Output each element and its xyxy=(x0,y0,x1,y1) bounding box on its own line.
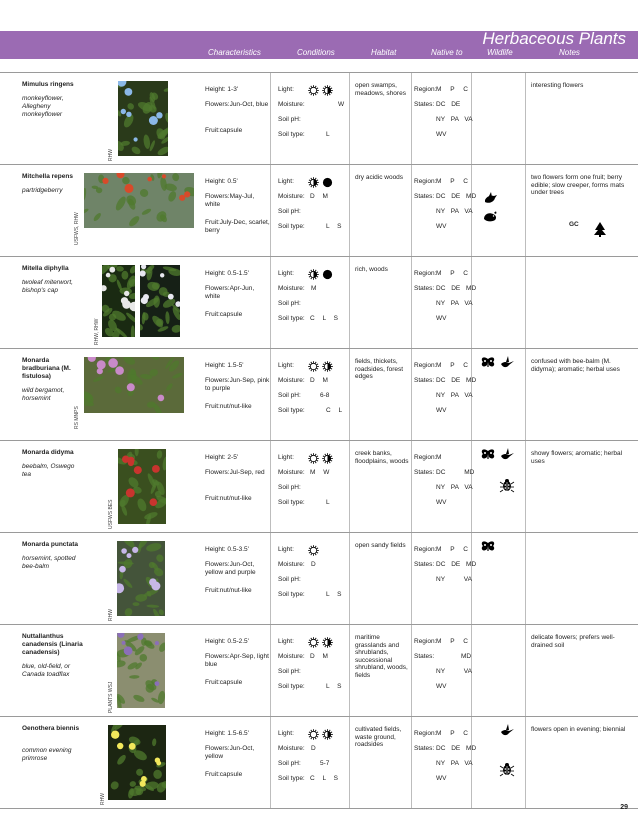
flowers-line xyxy=(205,377,270,393)
fruit-value: Fruit:nut/nut-like xyxy=(205,403,252,410)
col-conditions: Conditions xyxy=(297,48,335,57)
col-wildlife: Wildlife xyxy=(487,48,513,57)
height-line xyxy=(205,270,270,278)
region-value: M xyxy=(436,454,442,461)
plant-row xyxy=(0,716,638,809)
partial-sun-icon xyxy=(308,267,319,278)
region-label: Region: xyxy=(414,454,437,461)
flowers-label: Flowers: xyxy=(205,469,230,476)
soil-type-label: Soil type: xyxy=(278,131,305,138)
full-sun-icon xyxy=(308,635,319,646)
states-value-1: DC DE MD xyxy=(436,745,477,752)
column-divider xyxy=(349,165,350,257)
light-label: Light: xyxy=(278,454,294,461)
states-label: States: xyxy=(414,469,435,476)
plant-photo xyxy=(102,265,135,337)
height-label: Height: xyxy=(205,546,226,553)
plant-row xyxy=(0,440,638,533)
flowers-line xyxy=(205,285,270,301)
height-line xyxy=(205,362,270,370)
moisture-label: Moisture: xyxy=(278,745,305,752)
column-divider xyxy=(411,73,412,165)
flowers-label: Flowers: xyxy=(205,745,230,752)
fruit-value: Fruit:capsule xyxy=(205,771,243,778)
states-label: States: xyxy=(414,101,435,108)
states-value-2: NY PA VA xyxy=(436,300,473,307)
moisture-value: D M xyxy=(310,653,328,660)
soil-ph-value: 6-8 xyxy=(320,392,330,399)
states-value-1: DC DE MD xyxy=(436,377,477,384)
partial-sun-icon xyxy=(322,635,333,646)
photo-credit: USFWS, RHW xyxy=(74,212,80,245)
common-name: common evening primrose xyxy=(22,747,72,762)
flowers-value: Jun-Oct, blue xyxy=(229,101,269,108)
habitat-text: rich, woods xyxy=(355,266,388,273)
states-value-2: NY PA VA xyxy=(436,116,473,123)
height-value: 0.5-1.5' xyxy=(227,270,249,277)
partial-sun-icon xyxy=(322,727,333,738)
notes-text: interesting flowers xyxy=(531,82,584,89)
soil-type-label: Soil type: xyxy=(278,683,305,690)
flowers-value: Apr-Jun, white xyxy=(205,285,255,300)
column-divider xyxy=(270,257,271,349)
column-divider xyxy=(525,625,526,717)
states-value-2: NY PA VA xyxy=(436,760,473,767)
region-label: Region: xyxy=(414,270,437,277)
soil-type-value: L S xyxy=(326,223,342,230)
column-divider xyxy=(270,717,271,809)
states-value-2: NY PA VA xyxy=(436,392,473,399)
light-label: Light: xyxy=(278,86,294,93)
soil-type-value: C L S xyxy=(310,315,339,322)
region-label: Region: xyxy=(414,178,437,185)
states-value-2: NY PA VA xyxy=(436,484,473,491)
moisture-value: D xyxy=(311,561,316,568)
flowers-line xyxy=(205,101,270,109)
full-sun-icon xyxy=(308,83,319,94)
photo-credit: PLANTS WSJ xyxy=(108,681,114,713)
moisture-value: D M xyxy=(310,193,328,200)
plant-photo xyxy=(108,725,166,800)
flowers-label: Flowers: xyxy=(205,101,230,108)
column-divider xyxy=(349,441,350,533)
notes-text: two flowers form one fruit; berry edible; slow creeper, forms mats under trees xyxy=(531,174,625,196)
states-value-1: DC DE MD xyxy=(436,193,477,200)
states-value-1: MD xyxy=(461,653,472,660)
hummingbird-icon xyxy=(499,447,515,463)
habitat-text: dry acidic woods xyxy=(355,174,404,181)
scientific-name: Mitella diphylla xyxy=(22,265,69,272)
height-value: 1-3' xyxy=(227,86,239,93)
soil-ph-label: Soil pH: xyxy=(278,300,301,307)
height-label: Height: xyxy=(205,730,226,737)
height-line xyxy=(205,638,270,646)
moisture-label: Moisture: xyxy=(278,101,305,108)
moisture-value: M xyxy=(311,285,317,292)
states-value-3: WV xyxy=(436,499,447,506)
full-sun-icon xyxy=(308,359,319,370)
common-name: beebalm, Oswego tea xyxy=(22,463,75,478)
partial-sun-icon xyxy=(322,451,333,462)
col-notes: Notes xyxy=(559,48,580,57)
column-divider xyxy=(411,165,412,257)
column-divider xyxy=(525,257,526,349)
habitat-text: cultivated fields, waste ground, roadsides xyxy=(355,726,402,748)
habitat-text: open swamps, meadows, shores xyxy=(355,82,406,97)
height-label: Height: xyxy=(205,86,226,93)
column-divider xyxy=(349,533,350,625)
region-value: M P C xyxy=(436,362,468,369)
column-divider xyxy=(525,73,526,165)
soil-ph-label: Soil pH: xyxy=(278,116,301,123)
scientific-name: Oenothera biennis xyxy=(22,725,80,732)
column-divider xyxy=(349,717,350,809)
hummingbird-icon xyxy=(499,723,515,739)
fruit-value: Fruit:July-Dec, scarlet, berry xyxy=(205,219,270,234)
header-banner xyxy=(0,31,638,59)
states-value-3: WV xyxy=(436,683,447,690)
region-label: Region: xyxy=(414,546,437,553)
page-title: Herbaceous Plants xyxy=(482,29,626,48)
states-label: States: xyxy=(414,745,435,752)
region-value: M P C xyxy=(436,270,468,277)
flowers-line xyxy=(205,745,270,761)
states-label: States: xyxy=(414,285,435,292)
photo-credit: RHW, RHW xyxy=(94,318,100,345)
flowers-label: Flowers: xyxy=(205,193,230,200)
flowers-label: Flowers: xyxy=(205,653,230,660)
flowers-value: Apr-Sep, light blue xyxy=(205,653,269,668)
habitat-text: open sandy fields xyxy=(355,542,406,549)
light-label: Light: xyxy=(278,362,294,369)
height-line xyxy=(205,178,270,186)
plant-photo xyxy=(118,81,168,156)
full-sun-icon xyxy=(308,451,319,462)
column-divider xyxy=(270,533,271,625)
states-value-3: WV xyxy=(436,223,447,230)
moisture-label: Moisture: xyxy=(278,377,305,384)
height-value: 1.5-5' xyxy=(227,362,244,369)
height-value: 0.5-2.5' xyxy=(227,638,249,645)
butterfly-icon xyxy=(480,355,496,371)
light-label: Light: xyxy=(278,730,294,737)
plant-row xyxy=(0,532,638,625)
states-value-3: WV xyxy=(436,131,447,138)
moisture-label: Moisture: xyxy=(278,285,305,292)
butterfly-icon xyxy=(480,539,496,555)
height-value: 0.5' xyxy=(227,178,238,185)
plant-photo xyxy=(117,541,165,616)
photo-credit: RHW xyxy=(108,609,114,621)
photo-credit: RHW xyxy=(100,793,106,805)
soil-ph-label: Soil pH: xyxy=(278,392,301,399)
notes-text: showy flowers; aromatic; herbal uses xyxy=(531,450,623,465)
light-label: Light: xyxy=(278,178,294,185)
flowers-label: Flowers: xyxy=(205,285,230,292)
states-value-1: DC MD xyxy=(436,469,475,476)
scientific-name: Monarda bradburiana (M. fistulosa) xyxy=(22,357,71,380)
groundcover-icon: GC xyxy=(569,221,579,228)
light-label: Light: xyxy=(278,638,294,645)
flowers-line xyxy=(205,561,270,577)
states-value-1: DC DE MD xyxy=(436,561,477,568)
soil-ph-label: Soil pH: xyxy=(278,208,301,215)
column-divider xyxy=(270,625,271,717)
full-sun-icon xyxy=(308,727,319,738)
moisture-label: Moisture: xyxy=(278,469,305,476)
plant-photo xyxy=(117,633,165,708)
butterfly-icon xyxy=(480,447,496,463)
scientific-name: Mimulus ringens xyxy=(22,81,74,88)
moisture-label: Moisture: xyxy=(278,193,305,200)
column-divider xyxy=(270,441,271,533)
fruit-value: Fruit:nut/nut-like xyxy=(205,587,252,594)
soil-ph-label: Soil pH: xyxy=(278,576,301,583)
flowers-value: Jun-Sep, pink to purple xyxy=(205,377,270,392)
plant-photo xyxy=(84,357,184,413)
photo-credit: USFWS BES xyxy=(108,499,114,529)
common-name: wild bergamot, horsemint xyxy=(22,387,65,402)
column-divider xyxy=(411,625,412,717)
column-divider xyxy=(270,349,271,441)
soil-type-label: Soil type: xyxy=(278,775,305,782)
flowers-line xyxy=(205,469,270,477)
partial-sun-icon xyxy=(322,359,333,370)
column-divider xyxy=(349,257,350,349)
habitat-text: creek banks, floodplains, woods xyxy=(355,450,409,465)
column-divider xyxy=(525,349,526,441)
column-divider xyxy=(270,165,271,257)
fruit-value: Fruit:capsule xyxy=(205,679,243,686)
plant-photo xyxy=(84,173,194,228)
photo-credit: RS MNPS xyxy=(74,406,80,429)
moisture-value: W xyxy=(338,101,345,108)
scientific-name: Mitchella repens xyxy=(22,173,73,180)
col-native-to: Native to xyxy=(431,48,463,57)
soil-type-value: L xyxy=(326,131,330,138)
height-value: 0.5-3.5' xyxy=(227,546,249,553)
habitat-text: maritime grasslands and shrublands, successional shrubland, woods, fields xyxy=(355,634,408,679)
states-value-3: WV xyxy=(436,315,447,322)
height-line xyxy=(205,454,270,462)
light-label: Light: xyxy=(278,546,294,553)
height-label: Height: xyxy=(205,454,226,461)
states-value-1: DC DE MD xyxy=(436,285,477,292)
height-line xyxy=(205,546,270,554)
region-label: Region: xyxy=(414,730,437,737)
evergreen-icon xyxy=(592,221,604,233)
col-characteristics: Characteristics xyxy=(208,48,261,57)
beetle-icon xyxy=(499,761,515,777)
states-value-1: DC DE xyxy=(436,101,461,108)
moisture-value: D xyxy=(311,745,316,752)
scientific-name: Monarda punctata xyxy=(22,541,78,548)
region-value: M P C xyxy=(436,638,468,645)
column-divider xyxy=(349,349,350,441)
height-line xyxy=(205,730,270,738)
states-value-3: WV xyxy=(436,407,447,414)
soil-type-value: C L S xyxy=(310,775,339,782)
light-label: Light: xyxy=(278,270,294,277)
column-divider xyxy=(525,533,526,625)
moisture-label: Moisture: xyxy=(278,561,305,568)
common-name: monkeyflower, Allegheny monkeyflower xyxy=(22,95,64,118)
soil-ph-label: Soil pH: xyxy=(278,668,301,675)
column-divider xyxy=(525,441,526,533)
notes-text: flowers open in evening; biennial xyxy=(531,726,626,733)
soil-type-value: L S xyxy=(326,683,342,690)
notes-text: confused with bee-balm (M. didyma); aromatic; herbal uses xyxy=(531,358,620,373)
soil-type-label: Soil type: xyxy=(278,407,305,414)
flowers-line xyxy=(205,653,270,669)
soil-ph-label: Soil pH: xyxy=(278,484,301,491)
col-habitat: Habitat xyxy=(371,48,397,57)
states-value-2: NY VA xyxy=(436,668,472,675)
moisture-label: Moisture: xyxy=(278,653,305,660)
height-value: 1.5-6.5' xyxy=(227,730,249,737)
full-sun-icon xyxy=(308,543,319,554)
region-value: M P C xyxy=(436,86,468,93)
states-label: States: xyxy=(414,193,435,200)
height-label: Height: xyxy=(205,178,226,185)
photo-credit: RHW xyxy=(108,149,114,161)
common-name: blue, old-field, or Canada toadflax xyxy=(22,663,71,678)
states-label: States: xyxy=(414,653,435,660)
height-label: Height: xyxy=(205,270,226,277)
states-label: States: xyxy=(414,561,435,568)
hummingbird-icon xyxy=(499,355,515,371)
flowers-label: Flowers: xyxy=(205,561,230,568)
fruit-value: Fruit:capsule xyxy=(205,127,243,134)
region-value: M P C xyxy=(436,178,468,185)
plant-photo xyxy=(140,265,180,337)
common-name: partridgeberry xyxy=(22,187,63,194)
partial-sun-icon xyxy=(308,175,319,186)
plant-row xyxy=(0,624,638,717)
column-divider xyxy=(411,349,412,441)
region-label: Region: xyxy=(414,86,437,93)
flowers-label: Flowers: xyxy=(205,377,230,384)
soil-type-value: L xyxy=(326,499,330,506)
shade-icon xyxy=(322,267,333,278)
soil-ph-label: Soil pH: xyxy=(278,760,301,767)
height-label: Height: xyxy=(205,638,226,645)
soil-type-label: Soil type: xyxy=(278,499,305,506)
region-value: M P C xyxy=(436,546,468,553)
states-value-2: NY VA xyxy=(436,576,472,583)
column-divider xyxy=(525,165,526,257)
height-label: Height: xyxy=(205,362,226,369)
region-value: M P C xyxy=(436,730,468,737)
fruit-value: Fruit:capsule xyxy=(205,311,243,318)
states-label: States: xyxy=(414,377,435,384)
soil-type-label: Soil type: xyxy=(278,591,305,598)
column-divider xyxy=(411,441,412,533)
plant-photo xyxy=(118,449,166,524)
flowers-value: Jun-Oct, yellow and purple xyxy=(205,561,256,576)
mammal-icon xyxy=(482,208,498,224)
column-divider xyxy=(349,625,350,717)
column-divider xyxy=(270,73,271,165)
flowers-line xyxy=(205,193,270,209)
column-divider xyxy=(411,717,412,809)
plant-row xyxy=(0,72,638,165)
plant-row xyxy=(0,164,638,257)
partial-sun-icon xyxy=(322,83,333,94)
soil-type-label: Soil type: xyxy=(278,223,305,230)
bird-icon xyxy=(482,190,498,206)
moisture-value: M W xyxy=(310,469,330,476)
column-divider xyxy=(349,73,350,165)
moisture-value: D M xyxy=(310,377,328,384)
habitat-text: fields, thickets, roadsides, forest edges xyxy=(355,358,404,380)
scientific-name: Nuttallanthus canadensis (Linaria canadensis) xyxy=(22,633,83,656)
fruit-value: Fruit:nut/nut-like xyxy=(205,495,252,502)
soil-type-label: Soil type: xyxy=(278,315,305,322)
column-divider xyxy=(411,533,412,625)
flowers-value: May-Jul, white xyxy=(205,193,255,208)
region-label: Region: xyxy=(414,638,437,645)
column-divider xyxy=(411,257,412,349)
plant-row xyxy=(0,348,638,441)
common-name: horsemint, spotted bee-balm xyxy=(22,555,76,570)
height-line xyxy=(205,86,270,94)
notes-text: delicate flowers; prefers well-drained soil xyxy=(531,634,615,649)
soil-type-value: C L xyxy=(326,407,343,414)
soil-type-value: L S xyxy=(326,591,342,598)
flowers-value: Jul-Sep, red xyxy=(229,469,265,476)
region-label: Region: xyxy=(414,362,437,369)
beetle-icon xyxy=(499,477,515,493)
soil-ph-value: 5-7 xyxy=(320,760,330,767)
column-divider xyxy=(525,717,526,809)
page-number: 29 xyxy=(620,804,628,811)
plant-row xyxy=(0,256,638,349)
flowers-value: Jun-Oct, yellow xyxy=(205,745,255,760)
height-value: 2-5' xyxy=(227,454,239,461)
table-bottom-rule xyxy=(0,808,638,809)
scientific-name: Monarda didyma xyxy=(22,449,74,456)
states-value-2: NY PA VA xyxy=(436,208,473,215)
common-name: twoleaf miterwort, bishop's cap xyxy=(22,279,73,294)
states-value-3: WV xyxy=(436,775,447,782)
shade-icon xyxy=(322,175,333,186)
